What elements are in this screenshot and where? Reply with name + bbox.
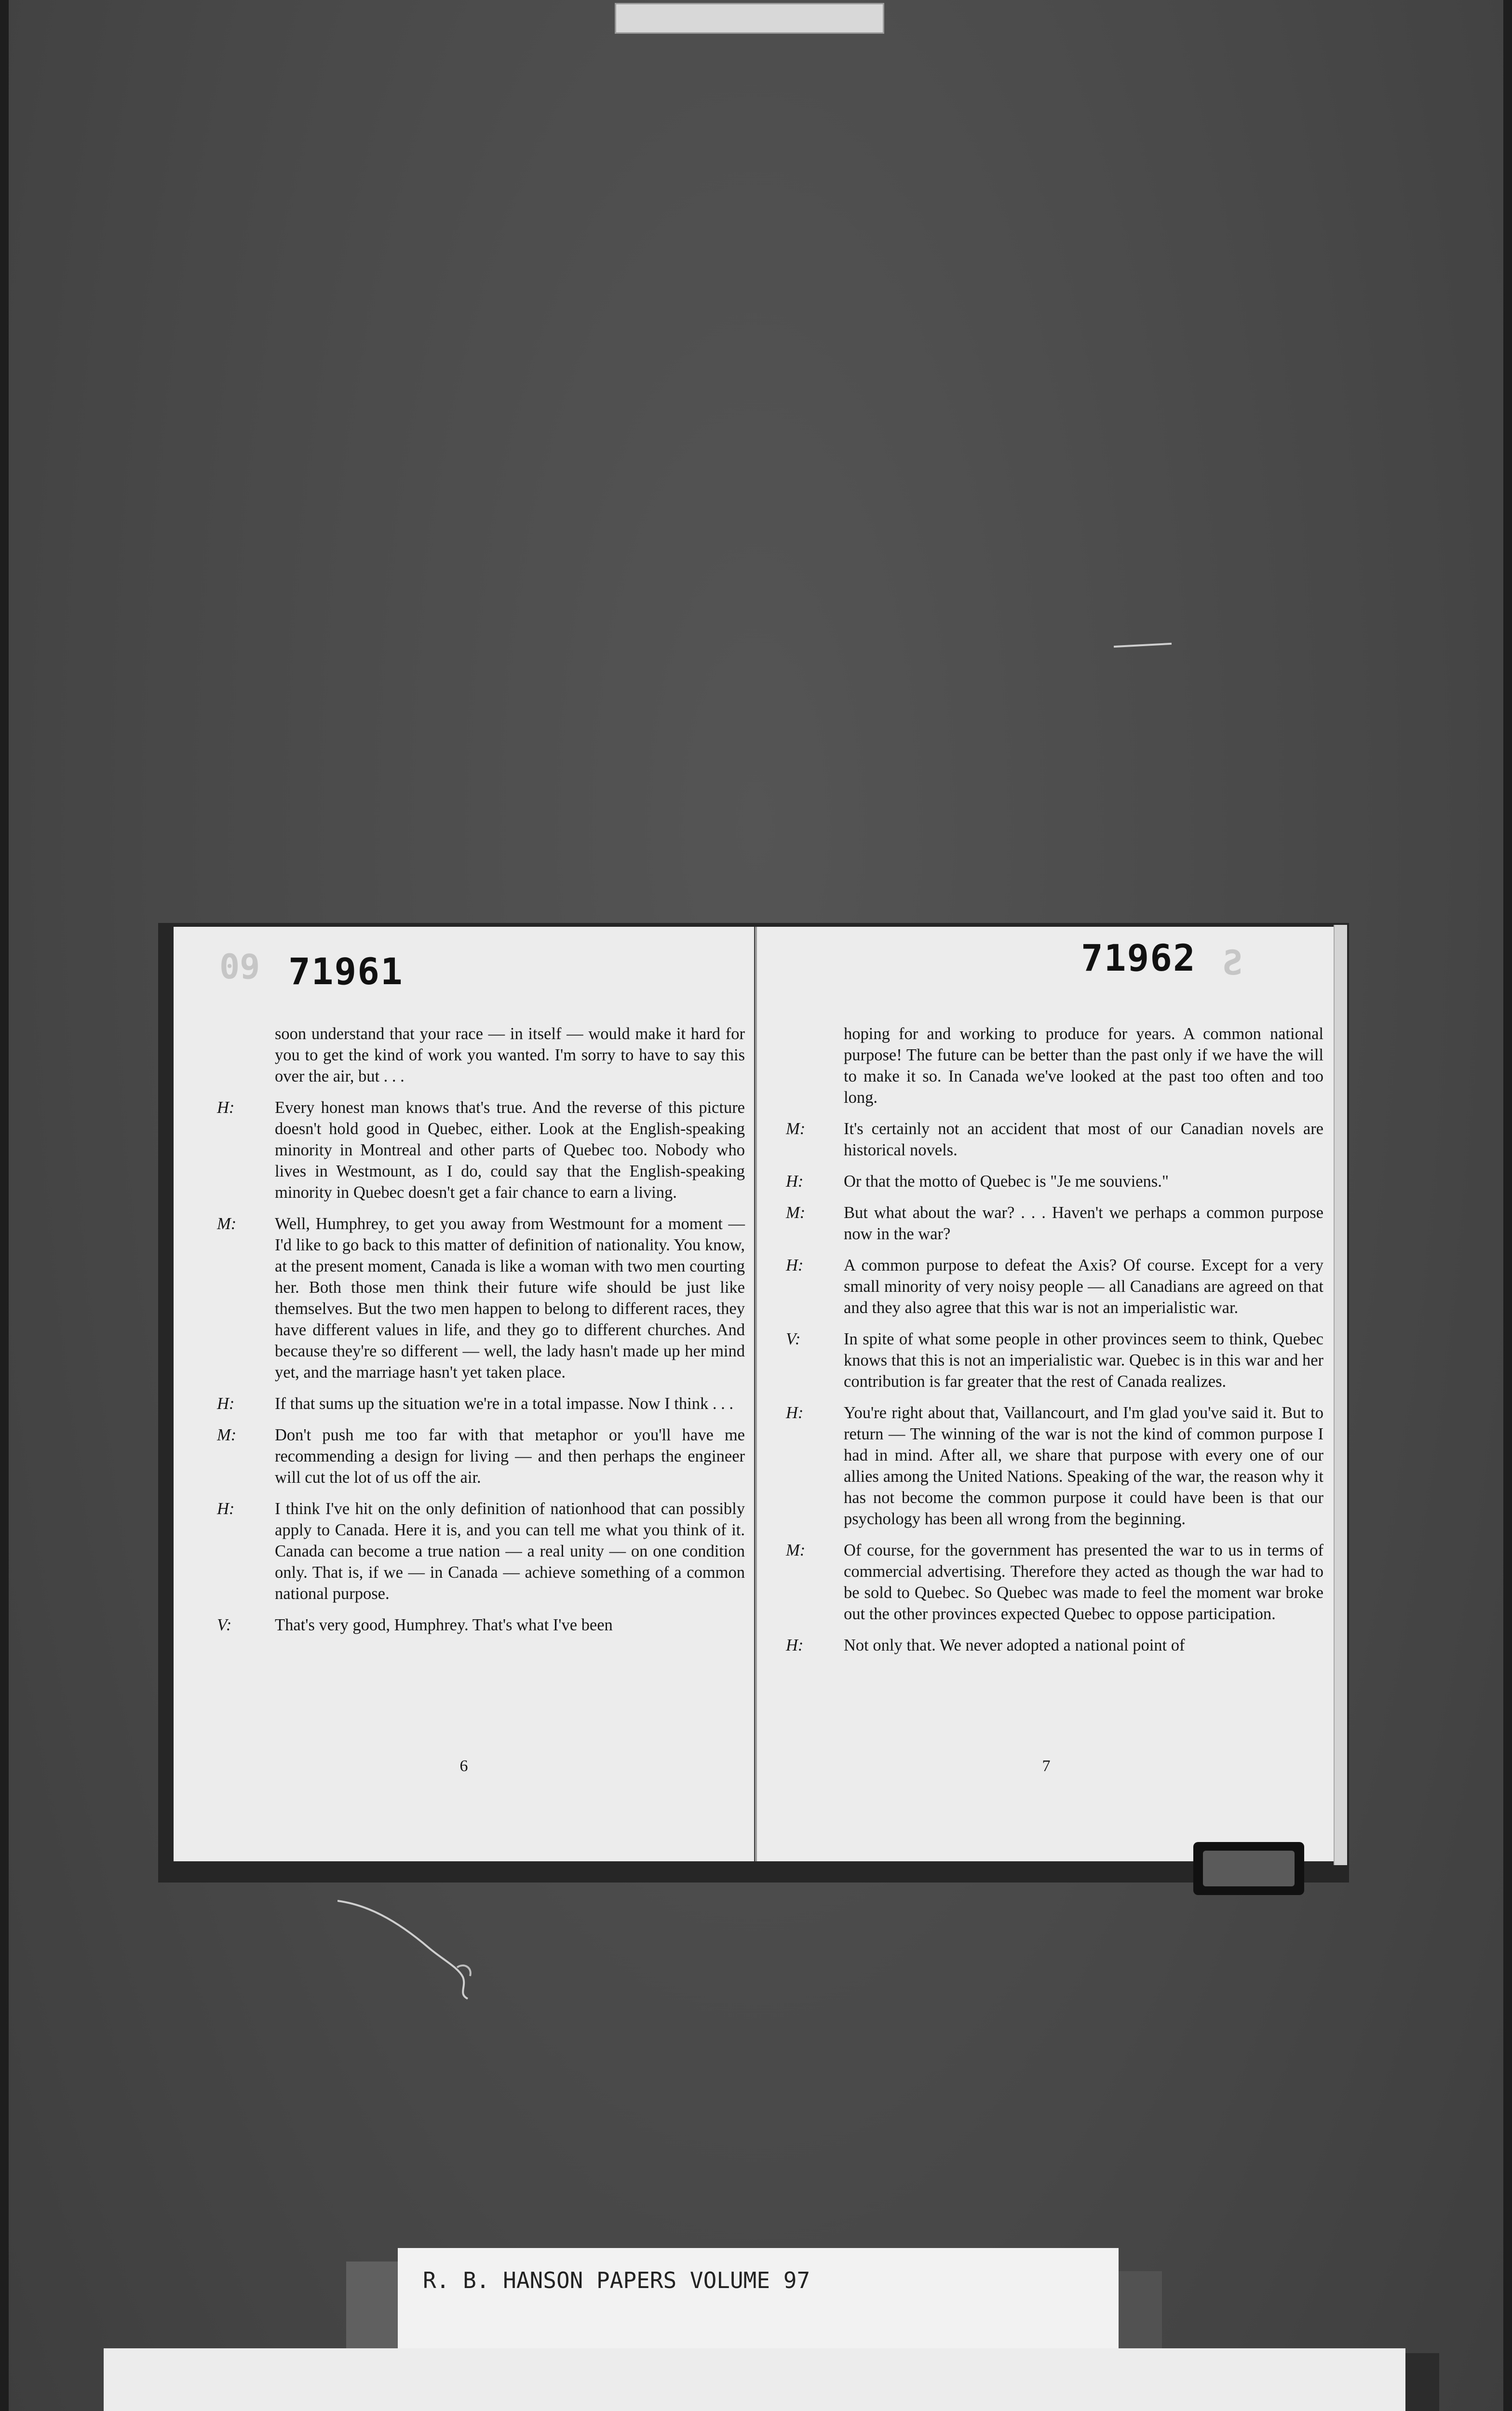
dialogue-paragraph [786, 1171, 1323, 1192]
top-paper-tab [615, 3, 884, 34]
speaker-label: H: [786, 1256, 804, 1274]
paragraph-text: You're right about that, Vaillancourt, and I'm glad you've said it. But to return — The winning of the war is not the kind of common purpose I had in mind. After all, we share that purpose with every one of our allies among the United Nations. Speaking of the war, the reason why it has not become the common purpose it could have been is that our psychology has been all wrong from the beginning. [844, 1404, 1323, 1528]
tape-left [346, 2262, 399, 2358]
paragraph-text: Of course, for the government has presented the war to us in terms of commercial advertising. Therefore they acted as though the war had to be sold to Quebec. So Quebec was made to feel the moment war broke out the other provinces expected Quebec to oppose participation. [844, 1541, 1323, 1623]
right-stamp-number: 71962 [1081, 936, 1196, 979]
paragraph-text: But what about the war? . . . Haven't we perhaps a common purpose now in the war? [844, 1204, 1323, 1243]
speaker-label: M: [786, 1120, 806, 1138]
speaker-label: H: [217, 1395, 235, 1413]
ghost-stamp-left: 09 [219, 947, 260, 987]
open-booklet [154, 916, 1350, 1881]
paragraph-text: soon understand that your race — in itself — would make it hard for you to get the kind of work you wanted. I'm sorry to have to say this over the air, but . . . [275, 1025, 745, 1085]
paragraph-text: A common purpose to defeat the Axis? Of course. Except for a very small minority of very noisy people — all Canadians are agreed on that and they also agree that this war is not an imperialistic war. [844, 1256, 1323, 1317]
paragraph-text: That's very good, Humphrey. That's what I've been [275, 1616, 613, 1634]
speaker-label: M: [217, 1426, 237, 1444]
binder-clip [1193, 1842, 1304, 1895]
dialogue-paragraph [786, 1118, 1323, 1161]
dialogue-paragraph [217, 1393, 745, 1414]
speaker-label: H: [786, 1636, 804, 1654]
paragraph-text: Or that the motto of Quebec is "Je me souviens." [844, 1172, 1169, 1191]
right-page-text [786, 1023, 1323, 1666]
dialogue-paragraph [217, 1498, 745, 1604]
paragraph-text: Not only that. We never adopted a national point of [844, 1636, 1185, 1654]
loose-thread [338, 1895, 497, 2001]
speaker-label: M: [786, 1204, 806, 1222]
film-edge-right [1503, 0, 1512, 2411]
dialogue-paragraph [786, 1402, 1323, 1530]
page-stack-edge [1334, 925, 1347, 1865]
speaker-label: H: [786, 1404, 804, 1422]
left-page-text [217, 1023, 745, 1646]
ghost-stamp-right: Ƨ [1222, 943, 1243, 983]
speaker-label: V: [217, 1616, 232, 1634]
left-page-number: 6 [459, 1757, 468, 1775]
dialogue-paragraph [217, 1213, 745, 1383]
archive-card [104, 2348, 1405, 2411]
left-stamp-number: 71961 [288, 950, 404, 993]
paragraph-text: Don't push me too far with that metaphor or you'll have me recommending a design for living — and then perhaps the engineer will cut the lot of us off the air. [275, 1426, 745, 1487]
dialogue-paragraph [246, 1023, 745, 1087]
paragraph-text: Every honest man knows that's true. And the reverse of this picture doesn't hold good in Quebec, either. Look at the English-speaking minority in Montreal and other parts of Quebec too. Nobody who lives in Westmount, as I do, could say that the English-speaking minority in Quebec doesn't get a fair chance to earn a living. [275, 1098, 745, 1202]
right-page-number: 7 [1042, 1757, 1051, 1775]
dialogue-paragraph [217, 1097, 745, 1203]
speaker-label: M: [786, 1541, 806, 1559]
dialogue-paragraph [815, 1023, 1323, 1108]
archive-card-shadow [1405, 2353, 1439, 2411]
paragraph-text: Well, Humphrey, to get you away from Westmount for a moment — I'd like to go back to this matter of definition of nationality. You know, at the present moment, Canada is like a woman with two men courting her. Both those men think their future wife should be just like themselves. But the two men happen to belong to different races, they have different values in life, and they go to different churches. And because they're so different — well, the lady hasn't made up her mind yet, and the marriage hasn't yet taken place. [275, 1215, 745, 1382]
reference-label-text: R. B. HANSON PAPERS VOLUME 97 [423, 2267, 810, 2293]
speaker-label: M: [217, 1215, 237, 1233]
paragraph-text: I think I've hit on the only definition of nationhood that can possibly apply to Canada. Here it is, and you can tell me what you think of it. Canada can become a true nation — a real unity — on one condition only. That is, if we — in Canada — achieve something of a common national purpose. [275, 1500, 745, 1603]
speaker-label: H: [217, 1500, 235, 1518]
dialogue-paragraph [786, 1635, 1323, 1656]
paragraph-text: If that sums up the situation we're in a total impasse. Now I think . . . [275, 1395, 733, 1413]
dialogue-paragraph [217, 1614, 745, 1636]
dialogue-paragraph [786, 1540, 1323, 1625]
speaker-label: H: [786, 1172, 804, 1191]
binder-clip-face [1203, 1851, 1295, 1886]
dialogue-paragraph [217, 1424, 745, 1488]
speaker-label: H: [217, 1098, 235, 1117]
dialogue-paragraph [786, 1255, 1323, 1318]
right-page [755, 927, 1334, 1861]
paragraph-text: It's certainly not an accident that most of our Canadian novels are historical novels. [844, 1120, 1323, 1159]
speaker-label: V: [786, 1330, 801, 1348]
paragraph-text: In spite of what some people in other provinces seem to think, Quebec knows that this is not an imperialistic war. Quebec is in this war and her contribution is far greater that the rest of Canada realizes. [844, 1330, 1323, 1391]
reference-label [398, 2248, 1119, 2362]
dialogue-paragraph [786, 1202, 1323, 1245]
paragraph-text: hoping for and working to produce for years. A common national purpose! The future can be better than the past only if we have the will to make it so. In Canada we've looked at the past too often and too long. [844, 1025, 1323, 1107]
left-page [174, 927, 757, 1861]
film-edge-left [0, 0, 9, 2411]
dialogue-paragraph [786, 1328, 1323, 1392]
